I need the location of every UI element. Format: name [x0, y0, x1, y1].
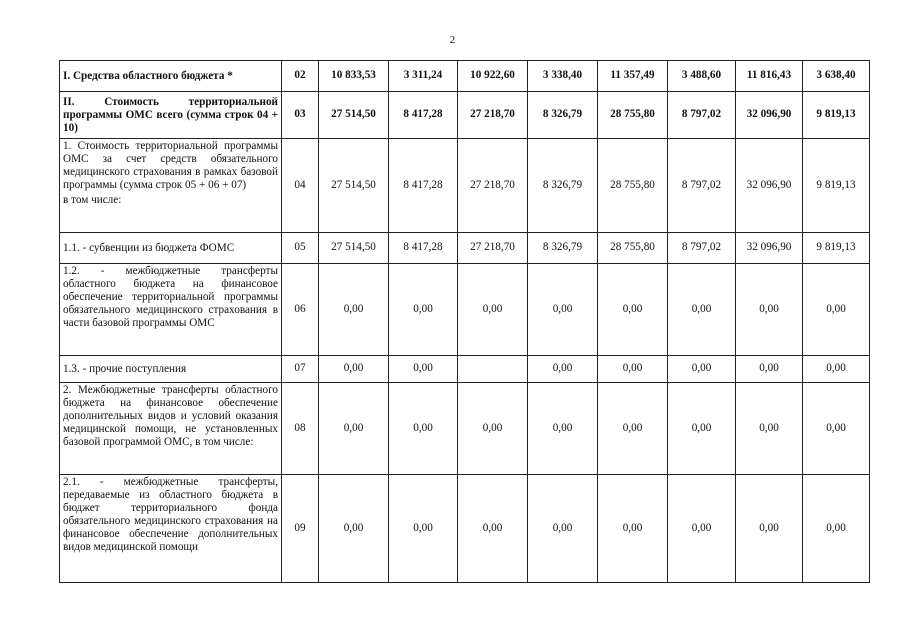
row-code: 02	[282, 61, 319, 92]
row-value: 0,00	[736, 264, 803, 356]
row-code: 04	[282, 139, 319, 233]
row-value: 0,00	[668, 383, 736, 475]
row-value: 3 311,24	[389, 61, 458, 92]
row-name: 1.1. - субвенции из бюджета ФОМС	[60, 233, 282, 264]
row-value: 0,00	[389, 475, 458, 583]
row-value: 28 755,80	[598, 139, 668, 233]
row-value: 3 488,60	[668, 61, 736, 92]
row-value: 0,00	[598, 383, 668, 475]
row-value: 11 357,49	[598, 61, 668, 92]
row-value: 0,00	[736, 475, 803, 583]
row-value: 0,00	[319, 356, 389, 383]
row-value: 28 755,80	[598, 233, 668, 264]
row-code: 09	[282, 475, 319, 583]
row-name: 1.2. - межбюджетные трансферты областного бюджета на финансовое обеспечение территориальной программы обязательного медицинского страхования в части базовой программы ОМС	[60, 264, 282, 356]
row-value: 0,00	[668, 356, 736, 383]
row-value: 0,00	[598, 264, 668, 356]
row-value: 0,00	[319, 264, 389, 356]
row-value: 8 797,02	[668, 139, 736, 233]
row-value: 0,00	[598, 356, 668, 383]
row-name: I. Средства областного бюджета *	[60, 61, 282, 92]
row-value: 0,00	[389, 356, 458, 383]
row-code: 07	[282, 356, 319, 383]
row-value: 27 514,50	[319, 92, 389, 139]
row-code: 05	[282, 233, 319, 264]
row-value: 27 218,70	[458, 139, 528, 233]
row-value: 0,00	[803, 356, 870, 383]
row-value: 27 514,50	[319, 139, 389, 233]
row-name-text: 1. Стоимость территориальной программы ОМС за счет средств обязательного медицинского страхования в рамках базовой программы (сумма строк 05 + 06 + 07)	[63, 140, 278, 192]
row-value: 8 326,79	[528, 92, 598, 139]
row-value: 0,00	[528, 356, 598, 383]
row-value: 8 417,28	[389, 233, 458, 264]
row-value: 0,00	[458, 264, 528, 356]
row-value: 3 338,40	[528, 61, 598, 92]
row-value: 0,00	[803, 475, 870, 583]
row-name: 1.3. - прочие поступления	[60, 356, 282, 383]
budget-table	[59, 60, 870, 583]
row-value: 8 417,28	[389, 92, 458, 139]
row-value: 0,00	[389, 264, 458, 356]
row-value: 0,00	[598, 475, 668, 583]
row-value: 9 819,13	[803, 139, 870, 233]
row-value: 0,00	[803, 264, 870, 356]
table-row	[60, 356, 870, 383]
table-row	[60, 61, 870, 92]
table-row	[60, 139, 870, 233]
row-value: 28 755,80	[598, 92, 668, 139]
row-value: 27 218,70	[458, 92, 528, 139]
row-name: II. Стоимость территориальной программы ОМС всего (сумма строк 04 + 10)	[60, 92, 282, 139]
row-value: 11 816,43	[736, 61, 803, 92]
row-value: 27 514,50	[319, 233, 389, 264]
row-value: 0,00	[319, 475, 389, 583]
row-value: 0,00	[458, 383, 528, 475]
table-row	[60, 383, 870, 475]
row-value: 8 797,02	[668, 233, 736, 264]
row-value: 32 096,90	[736, 233, 803, 264]
row-name: 2.1. - межбюджетные трансферты, передаваемые из областного бюджета в бюджет территориального фонда обязательного медицинского страхования на финансовое обеспечение дополнительных видов медицинской помощи	[60, 475, 282, 583]
row-value: 10 833,53	[319, 61, 389, 92]
table-row	[60, 92, 870, 139]
row-value: 8 797,02	[668, 92, 736, 139]
row-value: 0,00	[389, 383, 458, 475]
row-value: 8 417,28	[389, 139, 458, 233]
row-name	[60, 139, 282, 233]
row-subnote: в том числе:	[63, 194, 122, 207]
row-value: 0,00	[668, 264, 736, 356]
row-value: 32 096,90	[736, 92, 803, 139]
row-code: 06	[282, 264, 319, 356]
row-value: 9 819,13	[803, 233, 870, 264]
row-value: 0,00	[736, 356, 803, 383]
row-value: 0,00	[319, 383, 389, 475]
table-row	[60, 264, 870, 356]
row-value: 0,00	[668, 475, 736, 583]
row-value: 3 638,40	[803, 61, 870, 92]
row-value: 0,00	[736, 383, 803, 475]
table-row	[60, 233, 870, 264]
row-value: 8 326,79	[528, 233, 598, 264]
row-value: 0,00	[458, 475, 528, 583]
row-value: 9 819,13	[803, 92, 870, 139]
row-value: 0,00	[803, 383, 870, 475]
row-code: 03	[282, 92, 319, 139]
row-name: 2. Межбюджетные трансферты областного бюджета на финансовое обеспечение дополнительных видов и условий оказания медицинской помощи, не установленных базовой программой ОМС, в том числе:	[60, 383, 282, 475]
row-value: 8 326,79	[528, 139, 598, 233]
row-value: 0,00	[528, 475, 598, 583]
row-code: 08	[282, 383, 319, 475]
page-number: 2	[449, 34, 456, 46]
row-value: 32 096,90	[736, 139, 803, 233]
row-value: 0,00	[528, 383, 598, 475]
row-value: 0,00	[528, 264, 598, 356]
row-value	[458, 356, 528, 383]
row-value: 10 922,60	[458, 61, 528, 92]
row-value: 27 218,70	[458, 233, 528, 264]
table-row	[60, 475, 870, 583]
